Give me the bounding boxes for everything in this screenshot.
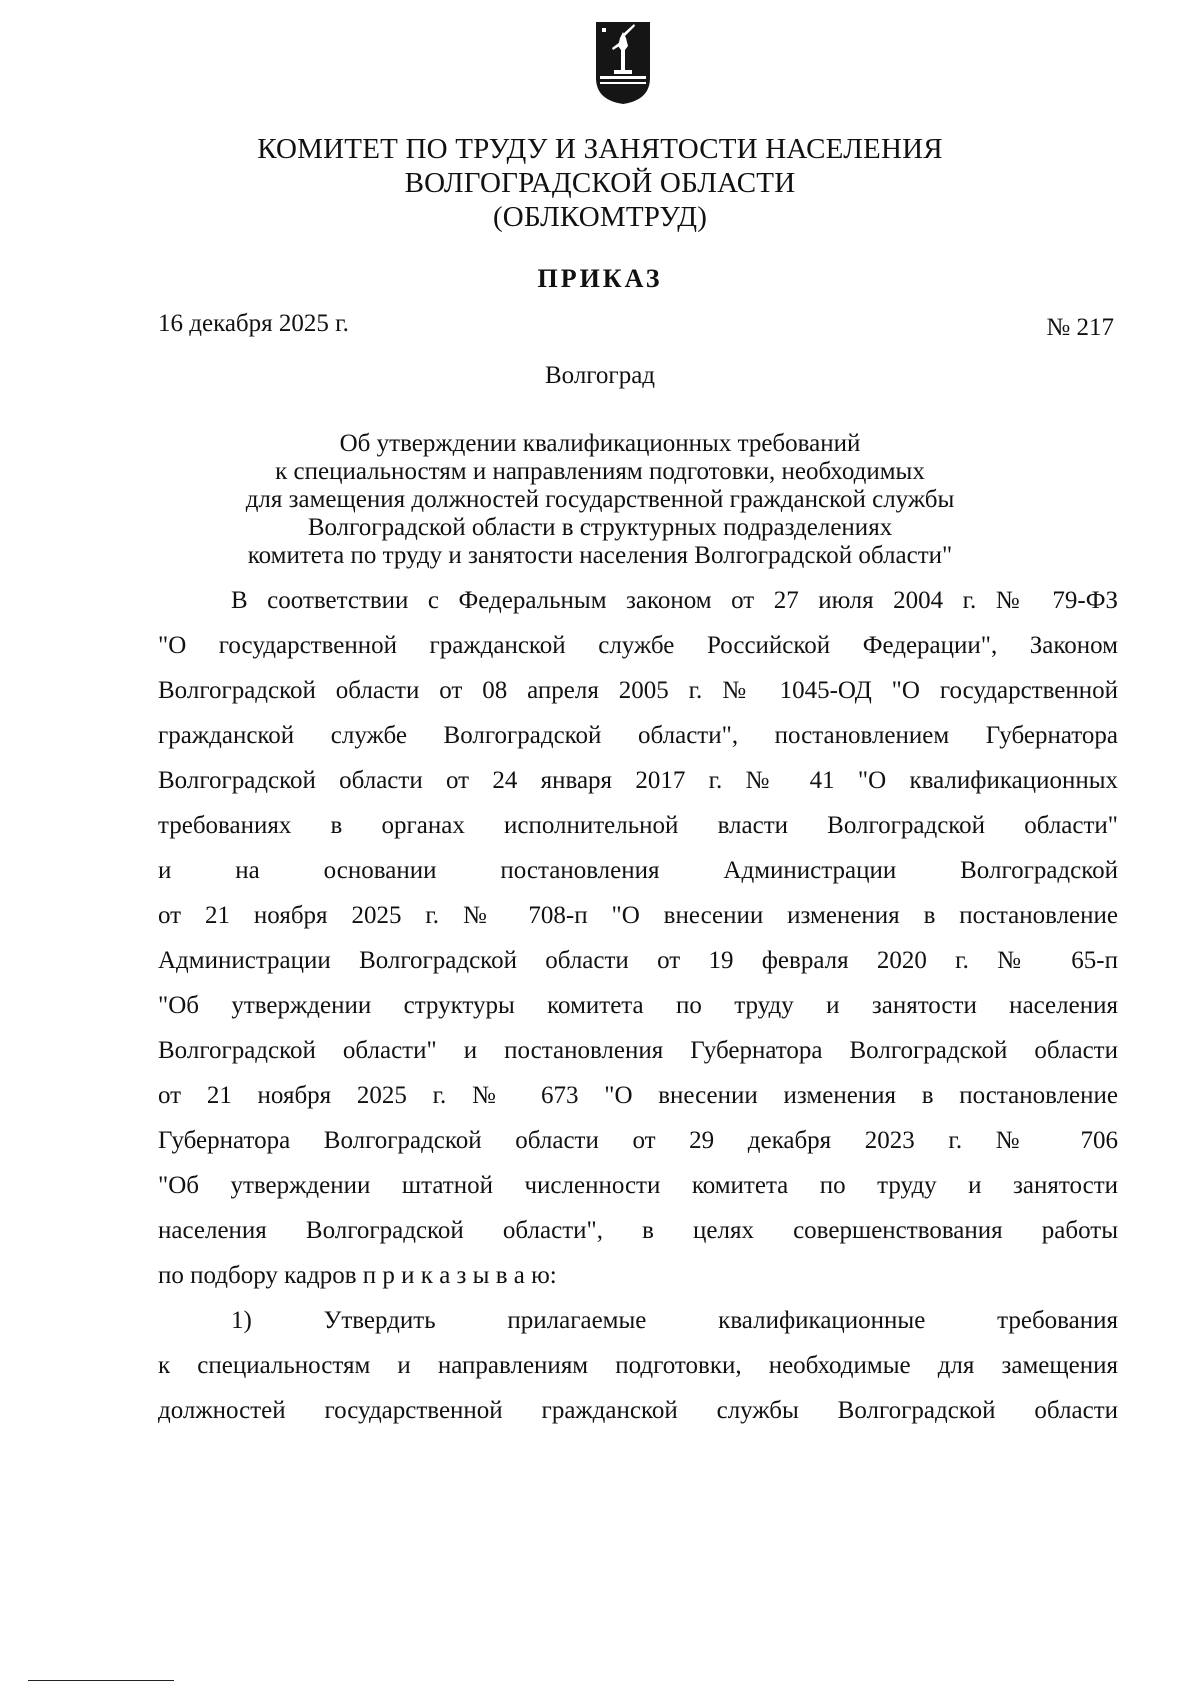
- volgograd-coat-of-arms-icon: [594, 20, 652, 106]
- body-line: "Об утверждении структуры комитета по труду и занятости населения: [158, 992, 1118, 1019]
- body-line: должностей государственной гражданской службы Волгоградской области: [158, 1397, 1118, 1424]
- subject-line: к специальностям и направлениям подготовки, необходимых: [275, 458, 925, 485]
- body-line: и на основании постановления Администрации Волгоградской: [158, 857, 1118, 884]
- order-city: Волгоград: [544, 362, 656, 389]
- subject-line: комитета по труду и занятости населения Волгоградской области": [247, 542, 953, 569]
- body-line: 1) Утвердить прилагаемые квалификационные требования: [231, 1307, 1118, 1334]
- body-line: В соответствии с Федеральным законом от 27 июля 2004 г. № 79-ФЗ: [231, 587, 1118, 614]
- body-line: населения Волгоградской области", в целях совершенствования работы: [158, 1217, 1118, 1244]
- body-line: "Об утверждении штатной численности комитета по труду и занятости: [158, 1172, 1118, 1199]
- body-line: к специальностям и направлениям подготовки, необходимые для замещения: [158, 1352, 1118, 1379]
- body-line: от 21 ноября 2025 г. № 708-п "О внесении изменения в постановление: [158, 902, 1118, 929]
- org-name-abbreviation: (ОБЛКОМТРУД): [492, 201, 708, 233]
- body-line: Волгоградской области от 08 апреля 2005 г. № 1045-ОД "О государственной: [158, 677, 1118, 704]
- body-line: Губернатора Волгоградской области от 29 декабря 2023 г. № 706: [158, 1127, 1118, 1154]
- body-line: Волгоградской области от 24 января 2017 г. № 41 "О квалификационных: [158, 767, 1118, 794]
- footnote-separator: [28, 1680, 174, 1681]
- order-date: 16 декабря 2025 г.: [158, 310, 349, 337]
- body-line: "О государственной гражданской службе Российской Федерации", Законом: [158, 632, 1118, 659]
- order-title: ПРИКАЗ: [537, 264, 663, 293]
- order-number: № 217: [1046, 314, 1114, 341]
- body-line: гражданской службе Волгоградской области", постановлением Губернатора: [158, 722, 1118, 749]
- body-line: от 21 ноября 2025 г. № 673 "О внесении изменения в постановление: [158, 1082, 1118, 1109]
- subject-line: Об утверждении квалификационных требований: [339, 430, 861, 457]
- subject-line: для замещения должностей государственной гражданской службы: [245, 486, 955, 513]
- org-name-line-1: КОМИТЕТ ПО ТРУДУ И ЗАНЯТОСТИ НАСЕЛЕНИЯ: [257, 133, 943, 165]
- body-line: Администрации Волгоградской области от 19 февраля 2020 г. № 65-п: [158, 947, 1118, 974]
- org-name-line-2: ВОЛГОГРАДСКОЙ ОБЛАСТИ: [404, 167, 796, 199]
- body-line: Волгоградской области" и постановления Губернатора Волгоградской области: [158, 1037, 1118, 1064]
- body-line: по подбору кадров п р и к а з ы в а ю:: [158, 1262, 557, 1289]
- body-line: требованиях в органах исполнительной власти Волгоградской области": [158, 812, 1118, 839]
- subject-line: Волгоградской области в структурных подразделениях: [307, 514, 893, 541]
